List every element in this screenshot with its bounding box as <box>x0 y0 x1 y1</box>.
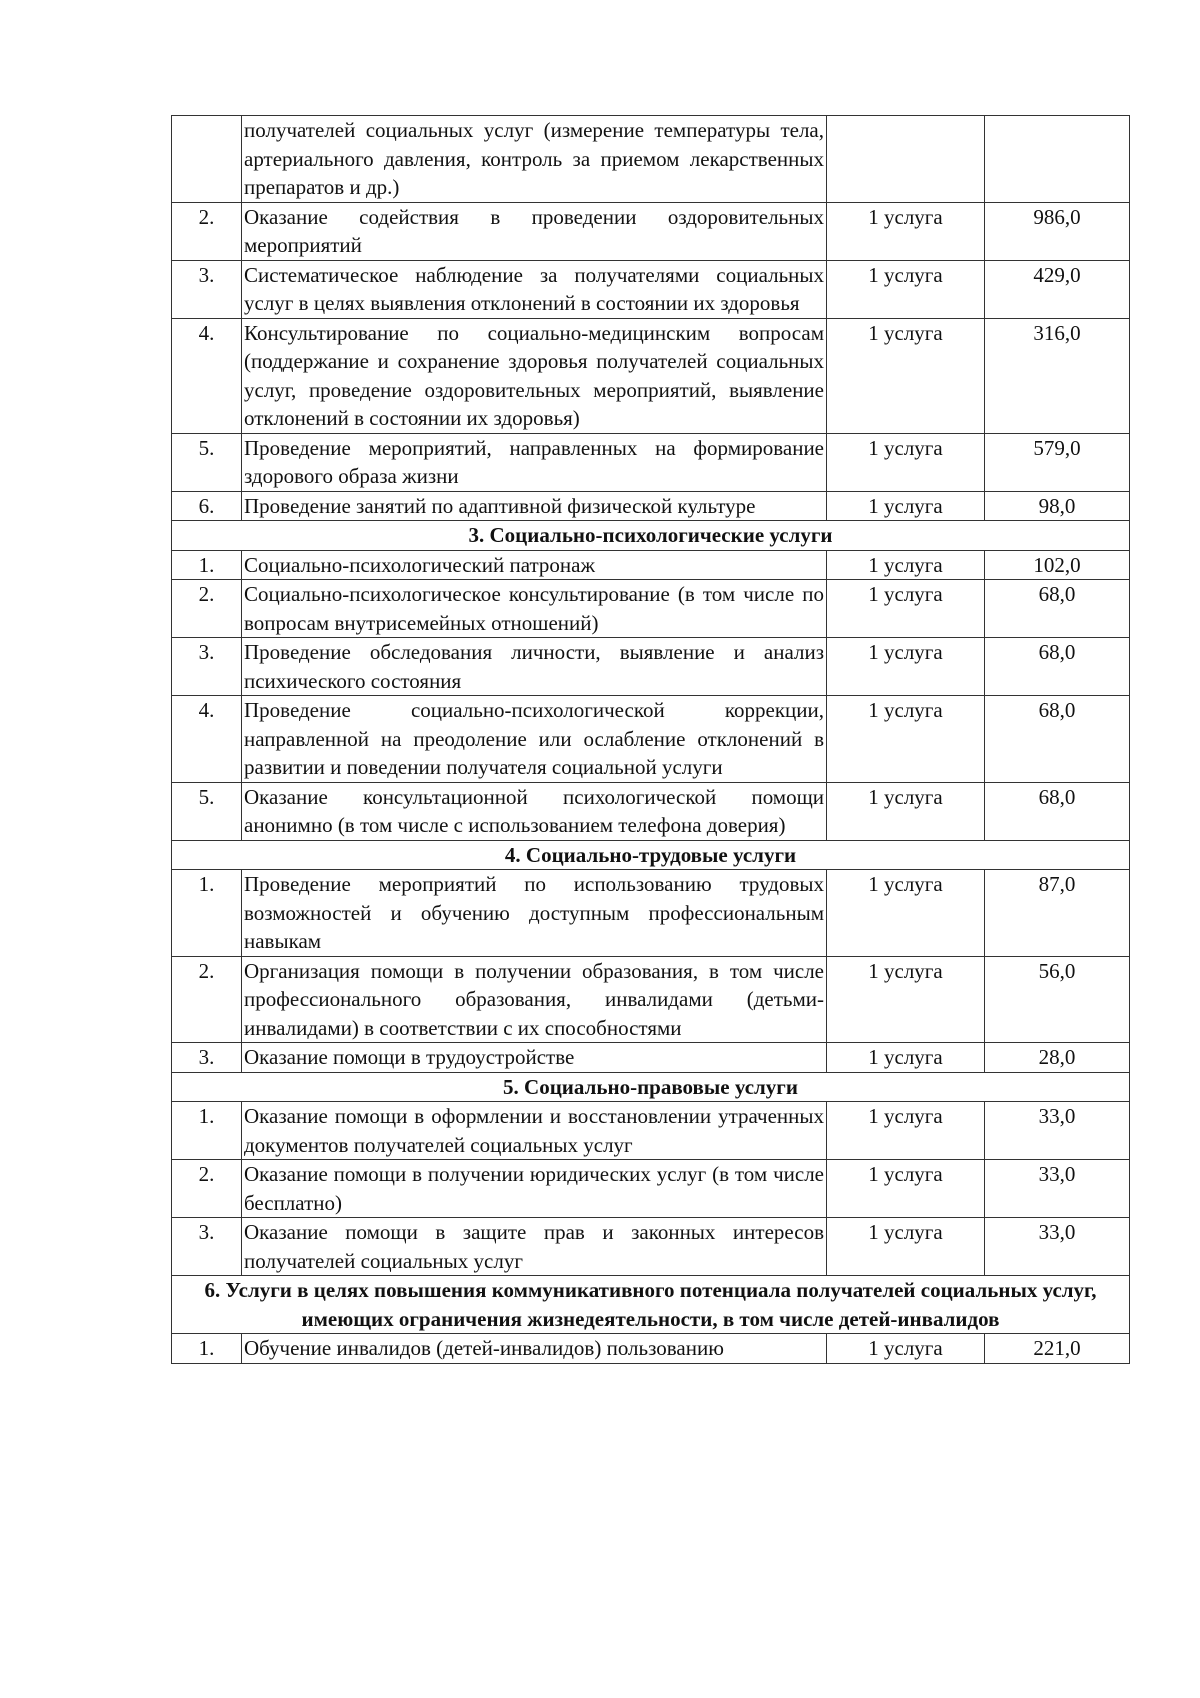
section-title: 6. Услуги в целях повышения коммуникативного потенциала получателей социальных услуг, имеющих ограничения жизнедеятельности, в том числе детей-инвалидов <box>172 1276 1130 1334</box>
table-row <box>172 956 1130 1043</box>
table-row <box>172 696 1130 783</box>
service-name: Социально-психологическое консультирование (в том числе по вопросам внутрисемейных отношений) <box>242 580 827 638</box>
unit-of-service: 1 услуга <box>827 260 985 318</box>
service-name: Проведение мероприятий, направленных на формирование здорового образа жизни <box>242 433 827 491</box>
row-number: 4. <box>172 318 242 433</box>
row-number: 3. <box>172 1218 242 1276</box>
row-number: 1. <box>172 1334 242 1364</box>
service-price: 579,0 <box>985 433 1130 491</box>
row-number: 3. <box>172 638 242 696</box>
service-price: 56,0 <box>985 956 1130 1043</box>
row-number: 5. <box>172 782 242 840</box>
services-table-body <box>172 116 1130 1364</box>
service-price: 316,0 <box>985 318 1130 433</box>
service-name: Оказание помощи в защите прав и законных интересов получателей социальных услуг <box>242 1218 827 1276</box>
table-row <box>172 491 1130 521</box>
row-number <box>172 116 242 203</box>
section-header-row <box>172 840 1130 870</box>
service-name: Организация помощи в получении образования, в том числе профессионального образования, инвалидами (детьми-инвалидами) в соответствии с их способностями <box>242 956 827 1043</box>
service-price: 87,0 <box>985 870 1130 957</box>
service-price: 429,0 <box>985 260 1130 318</box>
table-row <box>172 550 1130 580</box>
table-row <box>172 1218 1130 1276</box>
service-price: 68,0 <box>985 696 1130 783</box>
row-number: 3. <box>172 1043 242 1073</box>
section-header-row <box>172 1276 1130 1334</box>
service-name: Оказание помощи в трудоустройстве <box>242 1043 827 1073</box>
row-number: 1. <box>172 550 242 580</box>
unit-of-service: 1 услуга <box>827 433 985 491</box>
table-row <box>172 1160 1130 1218</box>
table-row <box>172 1102 1130 1160</box>
service-name: Оказание содействия в проведении оздоровительных мероприятий <box>242 202 827 260</box>
service-price <box>985 116 1130 203</box>
service-price: 33,0 <box>985 1218 1130 1276</box>
table-row <box>172 580 1130 638</box>
table-row <box>172 782 1130 840</box>
service-name: Обучение инвалидов (детей-инвалидов) пользованию <box>242 1334 827 1364</box>
table-row <box>172 1043 1130 1073</box>
row-number: 5. <box>172 433 242 491</box>
unit-of-service: 1 услуга <box>827 870 985 957</box>
service-name: Проведение занятий по адаптивной физической культуре <box>242 491 827 521</box>
table-row <box>172 638 1130 696</box>
service-price: 986,0 <box>985 202 1130 260</box>
table-row <box>172 1334 1130 1364</box>
service-price: 102,0 <box>985 550 1130 580</box>
service-name: Оказание консультационной психологической помощи анонимно (в том числе с использованием телефона доверия) <box>242 782 827 840</box>
service-price: 68,0 <box>985 782 1130 840</box>
unit-of-service: 1 услуга <box>827 202 985 260</box>
service-name: Оказание помощи в оформлении и восстановлении утраченных документов получателей социальных услуг <box>242 1102 827 1160</box>
section-title: 4. Социально-трудовые услуги <box>172 840 1130 870</box>
row-number: 1. <box>172 870 242 957</box>
row-number: 2. <box>172 1160 242 1218</box>
section-title: 3. Социально-психологические услуги <box>172 521 1130 551</box>
table-row <box>172 870 1130 957</box>
service-price: 98,0 <box>985 491 1130 521</box>
table-row <box>172 202 1130 260</box>
unit-of-service <box>827 116 985 203</box>
table-row <box>172 433 1130 491</box>
unit-of-service: 1 услуга <box>827 1043 985 1073</box>
unit-of-service: 1 услуга <box>827 956 985 1043</box>
service-price: 33,0 <box>985 1102 1130 1160</box>
unit-of-service: 1 услуга <box>827 318 985 433</box>
table-row <box>172 116 1130 203</box>
unit-of-service: 1 услуга <box>827 550 985 580</box>
service-price: 33,0 <box>985 1160 1130 1218</box>
row-number: 4. <box>172 696 242 783</box>
service-name: Проведение мероприятий по использованию трудовых возможностей и обучению доступным профессиональным навыкам <box>242 870 827 957</box>
unit-of-service: 1 услуга <box>827 580 985 638</box>
service-name: получателей социальных услуг (измерение температуры тела, артериального давления, контроль за приемом лекарственных препаратов и др.) <box>242 116 827 203</box>
service-name: Социально-психологический патронаж <box>242 550 827 580</box>
table-row <box>172 318 1130 433</box>
row-number: 2. <box>172 580 242 638</box>
unit-of-service: 1 услуга <box>827 782 985 840</box>
service-name: Оказание помощи в получении юридических услуг (в том числе бесплатно) <box>242 1160 827 1218</box>
section-header-row <box>172 1072 1130 1102</box>
unit-of-service: 1 услуга <box>827 638 985 696</box>
service-name: Систематическое наблюдение за получателями социальных услуг в целях выявления отклонений в состоянии их здоровья <box>242 260 827 318</box>
row-number: 6. <box>172 491 242 521</box>
services-table <box>171 115 1130 1364</box>
service-price: 28,0 <box>985 1043 1130 1073</box>
unit-of-service: 1 услуга <box>827 1218 985 1276</box>
section-title: 5. Социально-правовые услуги <box>172 1072 1130 1102</box>
row-number: 3. <box>172 260 242 318</box>
row-number: 2. <box>172 202 242 260</box>
service-price: 68,0 <box>985 638 1130 696</box>
unit-of-service: 1 услуга <box>827 1334 985 1364</box>
row-number: 1. <box>172 1102 242 1160</box>
unit-of-service: 1 услуга <box>827 696 985 783</box>
row-number: 2. <box>172 956 242 1043</box>
unit-of-service: 1 услуга <box>827 1102 985 1160</box>
table-row <box>172 260 1130 318</box>
service-price: 68,0 <box>985 580 1130 638</box>
service-name: Проведение обследования личности, выявление и анализ психического состояния <box>242 638 827 696</box>
unit-of-service: 1 услуга <box>827 491 985 521</box>
section-header-row <box>172 521 1130 551</box>
unit-of-service: 1 услуга <box>827 1160 985 1218</box>
service-name: Проведение социально-психологической коррекции, направленной на преодоление или ослабление отклонений в развитии и поведении получателя социальной услуги <box>242 696 827 783</box>
service-price: 221,0 <box>985 1334 1130 1364</box>
service-name: Консультирование по социально-медицинским вопросам (поддержание и сохранение здоровья получателей социальных услуг, проведение оздоровительных мероприятий, выявление отклонений в состоянии их здоровья) <box>242 318 827 433</box>
